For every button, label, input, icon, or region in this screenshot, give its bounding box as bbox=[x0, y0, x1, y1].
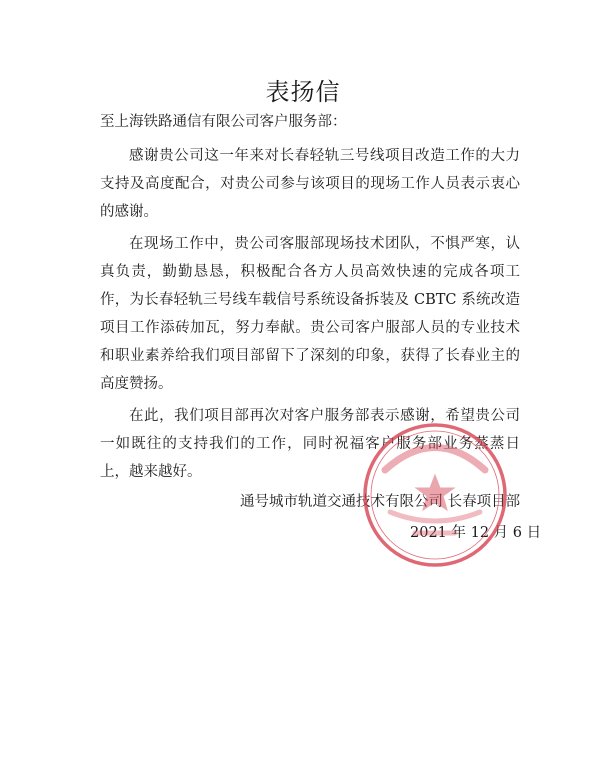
paragraph: 感谢贵公司这一年来对长春轻轨三号线项目改造工作的大力支持及高度配合，对贵公司参与该项目的现场工作人员表示衷心的感谢。 bbox=[100, 148, 520, 220]
signature: 通号城市轨道交通技术有限公司 长春项目部 bbox=[240, 494, 521, 510]
salutation: 至上海铁路通信有限公司客户服务部： bbox=[100, 114, 347, 130]
letter-title: 表扬信 bbox=[265, 78, 341, 106]
paragraph: 在此，我们项目部再次对客户服务部表示感谢，希望贵公司一如既往的支持我们的工作，同时祝福客户服务部业务蒸蒸日上，越来越好。 bbox=[100, 408, 520, 480]
letter-body bbox=[100, 142, 520, 490]
paragraph: 在现场工作中，贵公司客服部现场技术团队，不惧严寒，认真负责，勤勤恳恳，积极配合各方人员高效快速的完成各项工作，为长春轻轨三号线车载信号系统设备拆装及 CBTC 系统改造项目工作添砖加瓦，努力奉献。贵公司客户服部人员的专业技术和职业素养给我们项目部留下了深刻的印象，获得了长春业主的高度赞扬。 bbox=[100, 236, 520, 392]
date: 2021 年 12 月 6 日 bbox=[410, 525, 542, 541]
